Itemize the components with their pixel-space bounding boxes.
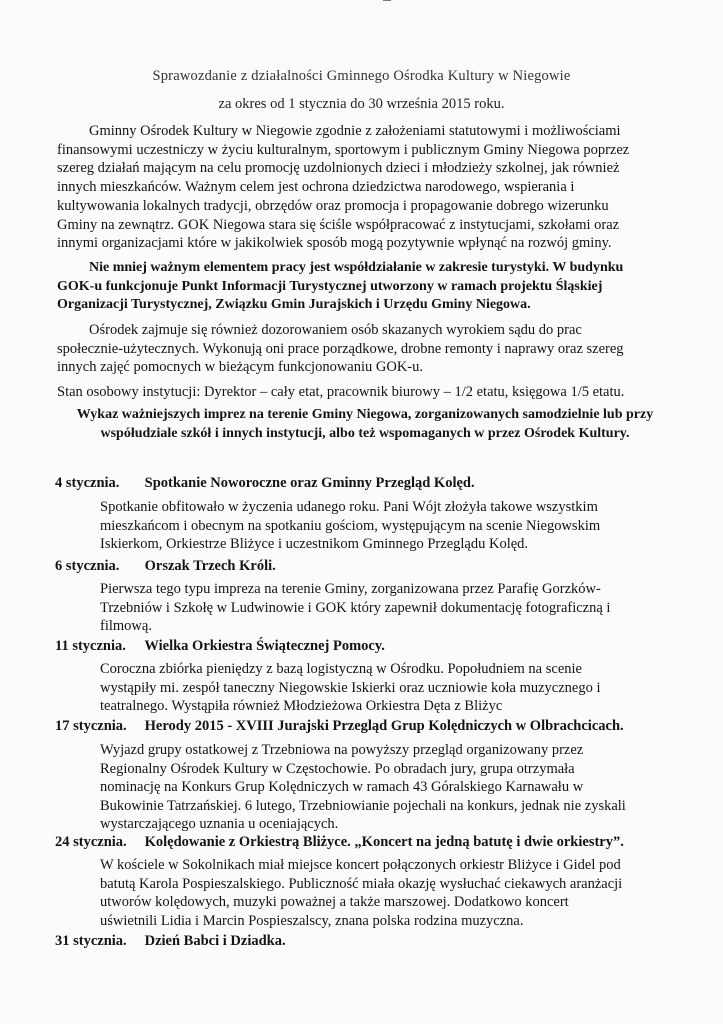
event-description: Spotkanie obfitowało w życzenia udanego roku. Pani Wójt złożyła takowe wszystkim mieszkańcom i obecnym na spotkaniu gościom, występującym na scenie Niegowskim Iskierkom, Orkiestrze Bliżyce i uczestnikom Gminnego Przeglądu Kolęd.: [100, 499, 601, 553]
event-name: Orszak Trzech Króli.: [144, 558, 276, 574]
scan-mark: [383, 0, 391, 1]
events-heading: Wykaz ważniejszych imprez na terenie Gminy Niegowa, zorganizowanych samodzielnie lub przy współudziale szkół i innych instytucji, albo też wspomaganych w przez Ośrodek Kultury.: [76, 407, 654, 441]
event-title: [55, 718, 695, 735]
event-description: W kościele w Sokolnikach miał miejsce koncert połączonych orkiestr Bliżyce i Gidel pod batutą Karola Pospieszalskiego. Publiczność miała okazję wysłuchać ciekawych aranżacji utworów kolędowych, muzyki poważnej a także marszowej. Dodatkowo koncert uświetnili Lidia i Marcin Pospieszalscy, znana polska rodzina muzyczna.: [100, 857, 623, 929]
event-description: Wyjazd grupy ostatkowej z Trzebniowa na powyższy przegląd organizowany przez Regionalny Ośrodek Kultury w Częstochowie. Po obradach jury, grupa otrzymała nominację na Konkurs Grup Kolędniczych w ramach 43 Góralskiego Karnawału w Bukowinie Tatrzańskiej. 6 lutego, Trzebniowianie pojechali na konkurs, jednak nie zyskali wystarczającego uznania u oceniających.: [100, 742, 626, 833]
event-title: [55, 933, 695, 950]
event-description: Pierwsza tego typu impreza na terenie Gminy, zorganizowana przez Parafię Gorzków-Trzebniów i Szkołę w Ludwinowie i GOK który zapewnił dokumentację fotograficzną i filmową.: [100, 581, 611, 635]
event-title: [55, 475, 695, 492]
event-title: [55, 638, 695, 655]
event-name: Herody 2015 - XVIII Jurajski Przegląd Grup Kolędniczych w Olbrachcicach.: [144, 718, 624, 734]
event-date: 11 stycznia.: [55, 638, 126, 654]
intro-paragraph: Nie mniej ważnym elementem pracy jest współdziałanie w zakresie turystyki. W budynku GOK-u funkcjonuje Punkt Informacji Turystycznej utworzony w ramach projektu Śląskiej Organizacji Turystycznej, Związku Gmin Jurajskich i Urzędu Gminy Niegowa.: [57, 259, 624, 313]
intro-paragraph: Ośrodek zajmuje się również dozorowaniem osób skazanych wyrokiem sądu do prac społecznie-użytecznych. Wykonują oni prace porządkowe, drobne remonty i naprawy oraz szereg innych zajęć pomocnych w bieżącym funkcjonowaniu GOK-u.: [57, 322, 624, 376]
event-name: Wielka Orkiestra Świątecznej Pomocy.: [144, 638, 385, 654]
event-date: 17 stycznia.: [55, 718, 127, 734]
intro-paragraph: Gminny Ośrodek Kultury w Niegowie zgodnie z założeniami statutowymi i możliwościami finansowymi uczestniczy w życiu kulturalnym, sportowym i publicznym Gminy Niegowa poprzez szereg działań mającym na celu promocję uzdolnionych dzieci i młodzieży szkolnej, jak również innych mieszkańców. Ważnym celem jest ochrona dziedzictwa narodowego, wspierania i kultywowania lokalnych tradycji, obrzędów oraz promocja i propagowanie dobrego wizerunku Gminy na zewnątrz. GOK Niegowa stara się ściśle współpracować z instytucjami, szkołami oraz innymi organizacjami które w jakikolwiek sposób mogą pozytywnie wpłynąć na rozwój gminy.: [57, 123, 630, 252]
event-name: Spotkanie Noworoczne oraz Gminny Przegląd Kolęd.: [144, 475, 475, 491]
event-date: 4 stycznia.: [55, 475, 120, 491]
event-date: 6 stycznia.: [55, 558, 120, 574]
event-description: Coroczna zbiórka pieniędzy z bazą logistyczną w Ośrodku. Popołudniem na scenie wystąpiły mi. zespół taneczny Niegowskie Iskierki oraz uczniowie koła muzycznego i teatralnego. Wystąpiła również Młodzieżowa Orkiestra Dęta z Bliżyc: [100, 661, 601, 715]
event-name: Kolędowanie z Orkiestrą Bliżyce. „Koncert na jedną batutę i dwie orkiestry”.: [144, 834, 624, 850]
event-title: [55, 558, 695, 575]
event-date: 31 stycznia.: [55, 933, 127, 949]
intro-section: [57, 122, 637, 408]
document-title: Sprawozdanie z działalności Gminnego Ośrodka Kultury w Niegowie: [152, 68, 571, 84]
event-name: Dzień Babci i Dziadka.: [144, 933, 286, 949]
staff-paragraph: Stan osobowy instytucji: Dyrektor – cały etat, pracownik biurowy – 1/2 etatu, księgowa 1/5 etatu.: [57, 384, 625, 401]
event-title: [55, 834, 695, 851]
document-subtitle: za okres od 1 stycznia do 30 września 2015 roku.: [218, 96, 505, 112]
event-date: 24 stycznia.: [55, 834, 127, 850]
